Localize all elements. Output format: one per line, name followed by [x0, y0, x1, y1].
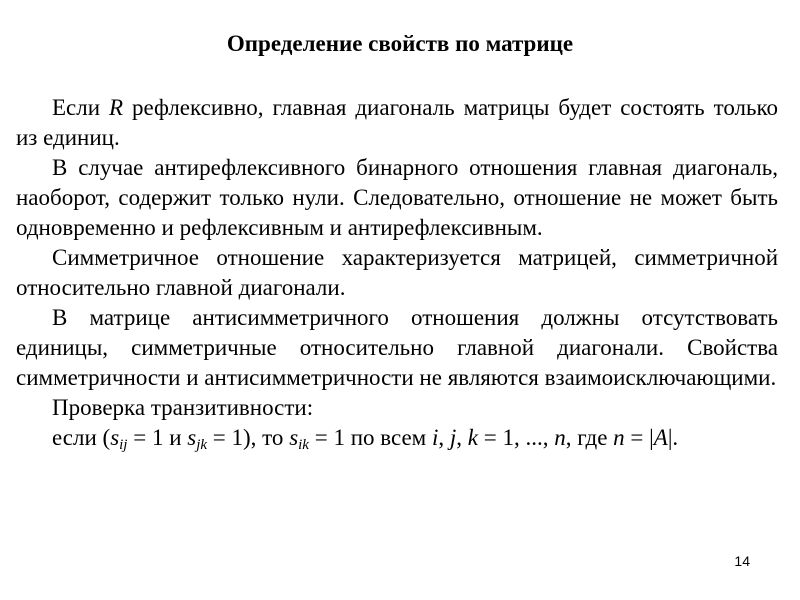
slide-body	[16, 93, 778, 453]
paragraph-text: Если	[52, 95, 109, 120]
formula-text: = 1), то	[207, 425, 290, 450]
slide-title: Определение свойств по матрице	[226, 31, 574, 56]
formula-text: = 1 по всем	[308, 425, 432, 450]
formula-text: |.	[667, 425, 679, 450]
formula-text: ,	[456, 425, 468, 450]
formula-var-i: i	[431, 425, 439, 450]
variable-r: R	[109, 95, 124, 120]
formula-var-n: n	[554, 425, 566, 450]
formula-subscript-ij: ij	[119, 437, 128, 453]
paragraph-antisymmetric: В матрице антисимметричного отношения должны отсутствовать единицы, симметричные относительно главной диагонали. Свойства симметричности и антисимметричности не являются взаимоисключающими.	[16, 305, 778, 390]
paragraph-symmetric: Симметричное отношение характеризуется матрицей, симметричной относительно главной диагонали.	[16, 245, 778, 300]
formula-text: , где	[565, 425, 614, 450]
formula-text: = 1, ...,	[477, 425, 555, 450]
paragraph-text: рефлексивно, главная диагональ матрицы будет состоять только из единиц.	[16, 95, 778, 150]
formula-subscript-jk: jk	[196, 437, 208, 453]
formula-var-k: k	[467, 425, 478, 450]
formula-var-a: A	[653, 425, 668, 450]
paragraph-reflexive	[16, 93, 778, 153]
formula-subscript-ik: ik	[298, 437, 309, 453]
formula-text: = |	[624, 425, 654, 450]
formula-var-j: j	[449, 425, 457, 450]
formula-text: ,	[438, 425, 450, 450]
formula-var-n: n	[613, 425, 625, 450]
formula-var-s: s	[289, 425, 299, 450]
formula-var-s: s	[187, 425, 197, 450]
formula-text: если (	[52, 425, 111, 450]
formula-text: = 1 и	[127, 425, 188, 450]
page-number: 14	[734, 553, 750, 569]
paragraph-transitivity: Проверка транзитивности:	[52, 395, 314, 420]
formula-var-s: s	[110, 425, 120, 450]
transitivity-formula	[16, 423, 778, 453]
paragraph-antireflexive: В случае антирефлексивного бинарного отношения главная диагональ, наоборот, содержит только нули. Следовательно, отношение не может быть одновременно и рефлексивным и антирефлексивным.	[16, 155, 778, 240]
